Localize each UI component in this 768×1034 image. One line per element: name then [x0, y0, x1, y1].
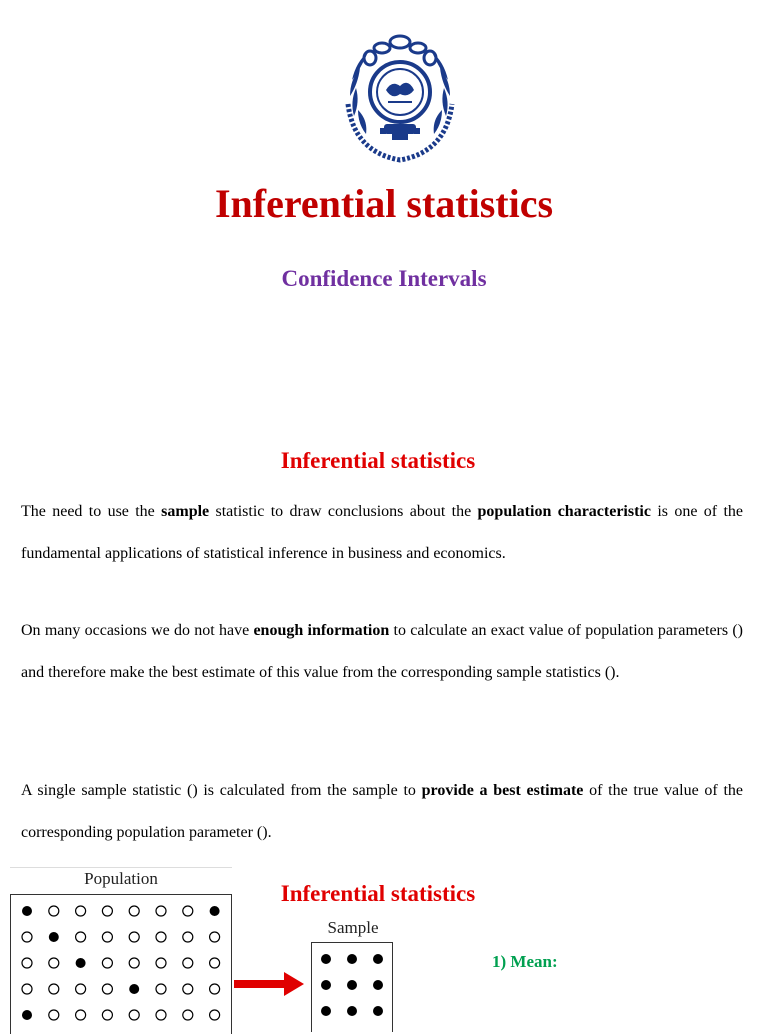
population-empty-dot: [102, 1010, 112, 1020]
population-empty-dot: [156, 932, 166, 942]
population-filled-dot: [129, 984, 139, 994]
population-filled-dot: [49, 932, 59, 942]
population-empty-dot: [76, 932, 86, 942]
paragraph-enough-information: On many occasions we do not have enough information to calculate an exact value of population parameters () and therefore make the best estimate of this value from the corresponding sample statistics ().: [21, 622, 744, 681]
academy-logo: [330, 30, 470, 168]
sample-filled-dot: [347, 1006, 357, 1016]
sample-filled-dot: [373, 1006, 383, 1016]
population-empty-dot: [22, 984, 32, 994]
population-empty-dot: [49, 1010, 59, 1020]
population-empty-dot: [156, 984, 166, 994]
sample-grid: [311, 942, 393, 1032]
population-empty-dot: [129, 958, 139, 968]
population-empty-dot: [102, 932, 112, 942]
population-empty-dot: [49, 984, 59, 994]
population-empty-dot: [129, 932, 139, 942]
population-empty-dot: [49, 958, 59, 968]
population-empty-dot: [102, 984, 112, 994]
population-empty-dot: [210, 958, 220, 968]
sample-filled-dot: [373, 954, 383, 964]
population-grid: [10, 894, 232, 1034]
mean-label: 1) Mean:: [492, 952, 558, 971]
population-empty-dot: [22, 932, 32, 942]
population-label: Population: [84, 869, 158, 888]
section-heading-2: Inferential statistics: [280, 881, 476, 906]
sample-filled-dot: [347, 954, 357, 964]
population-empty-dot: [183, 958, 193, 968]
sample-label: Sample: [327, 918, 379, 937]
arrow-icon: [232, 970, 308, 998]
population-empty-dot: [129, 1010, 139, 1020]
sample-filled-dot: [321, 954, 331, 964]
paragraph-sample-population: The need to use the sample statistic to draw conclusions about the population characteristic is one of the fundamental applications of statistical inference in business and economics.: [21, 503, 744, 562]
sample-filled-dot: [373, 980, 383, 990]
sample-filled-dot: [321, 980, 331, 990]
population-empty-dot: [156, 958, 166, 968]
page-title: Inferential statistics: [214, 181, 554, 226]
population-empty-dot: [183, 932, 193, 942]
population-filled-dot: [22, 1010, 32, 1020]
population-empty-dot: [76, 984, 86, 994]
section-heading-1: Inferential statistics: [280, 448, 476, 473]
population-empty-dot: [156, 1010, 166, 1020]
population-empty-dot: [183, 1010, 193, 1020]
population-empty-dot: [102, 958, 112, 968]
paragraph-best-estimate: A single sample statistic () is calculated from the sample to provide a best estimate of the true value of the corresponding population parameter ().: [21, 782, 743, 841]
population-empty-dot: [183, 984, 193, 994]
population-empty-dot: [210, 984, 220, 994]
population-empty-dot: [210, 1010, 220, 1020]
page-subtitle: Confidence Intervals: [281, 266, 487, 291]
sample-filled-dot: [347, 980, 357, 990]
population-empty-dot: [210, 932, 220, 942]
sample-filled-dot: [321, 1006, 331, 1016]
population-empty-dot: [76, 1010, 86, 1020]
population-empty-dot: [22, 958, 32, 968]
emblem-icon: [348, 36, 452, 160]
population-filled-dot: [76, 958, 86, 968]
